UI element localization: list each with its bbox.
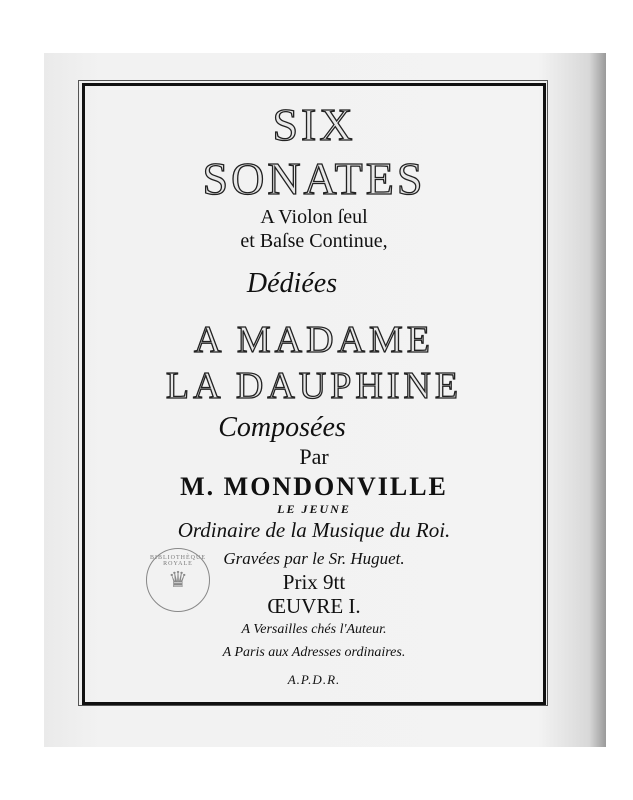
versailles-address: A Versailles chés l'Auteur. <box>241 622 387 637</box>
dedication: Dédiées <box>246 268 338 299</box>
subtitle-basse: et Baſse Continue, <box>240 230 388 252</box>
composer-name: M. MONDONVILLE <box>180 472 448 501</box>
engraver: Gravées par le Sr. Huguet. <box>223 549 405 568</box>
ordinaire: Ordinaire de la Musique du Roi. <box>177 518 451 542</box>
opus: ŒUVRE I. <box>267 594 361 618</box>
dedicatee-line2: LA DAUPHINE <box>165 365 463 407</box>
title-sonates: SONATES <box>202 153 426 204</box>
title-six: SIX <box>272 99 356 150</box>
stamp-text: BIBLIOTHÈQUE ROYALE <box>150 555 206 567</box>
library-stamp <box>146 548 210 612</box>
subtitle-violon: A Violon ſeul <box>260 206 368 228</box>
le-jeune: LE JEUNE <box>277 502 351 516</box>
par: Par <box>299 444 329 469</box>
composed: Composées <box>218 412 346 443</box>
dedicatee-line1: A MADAME <box>194 319 434 361</box>
privilege: A.P.D.R. <box>287 672 341 687</box>
price: Prix 9tt <box>282 570 346 594</box>
crown-icon: ♛ <box>168 567 188 592</box>
paris-address: A Paris aux Adresses ordinaires. <box>222 645 406 660</box>
